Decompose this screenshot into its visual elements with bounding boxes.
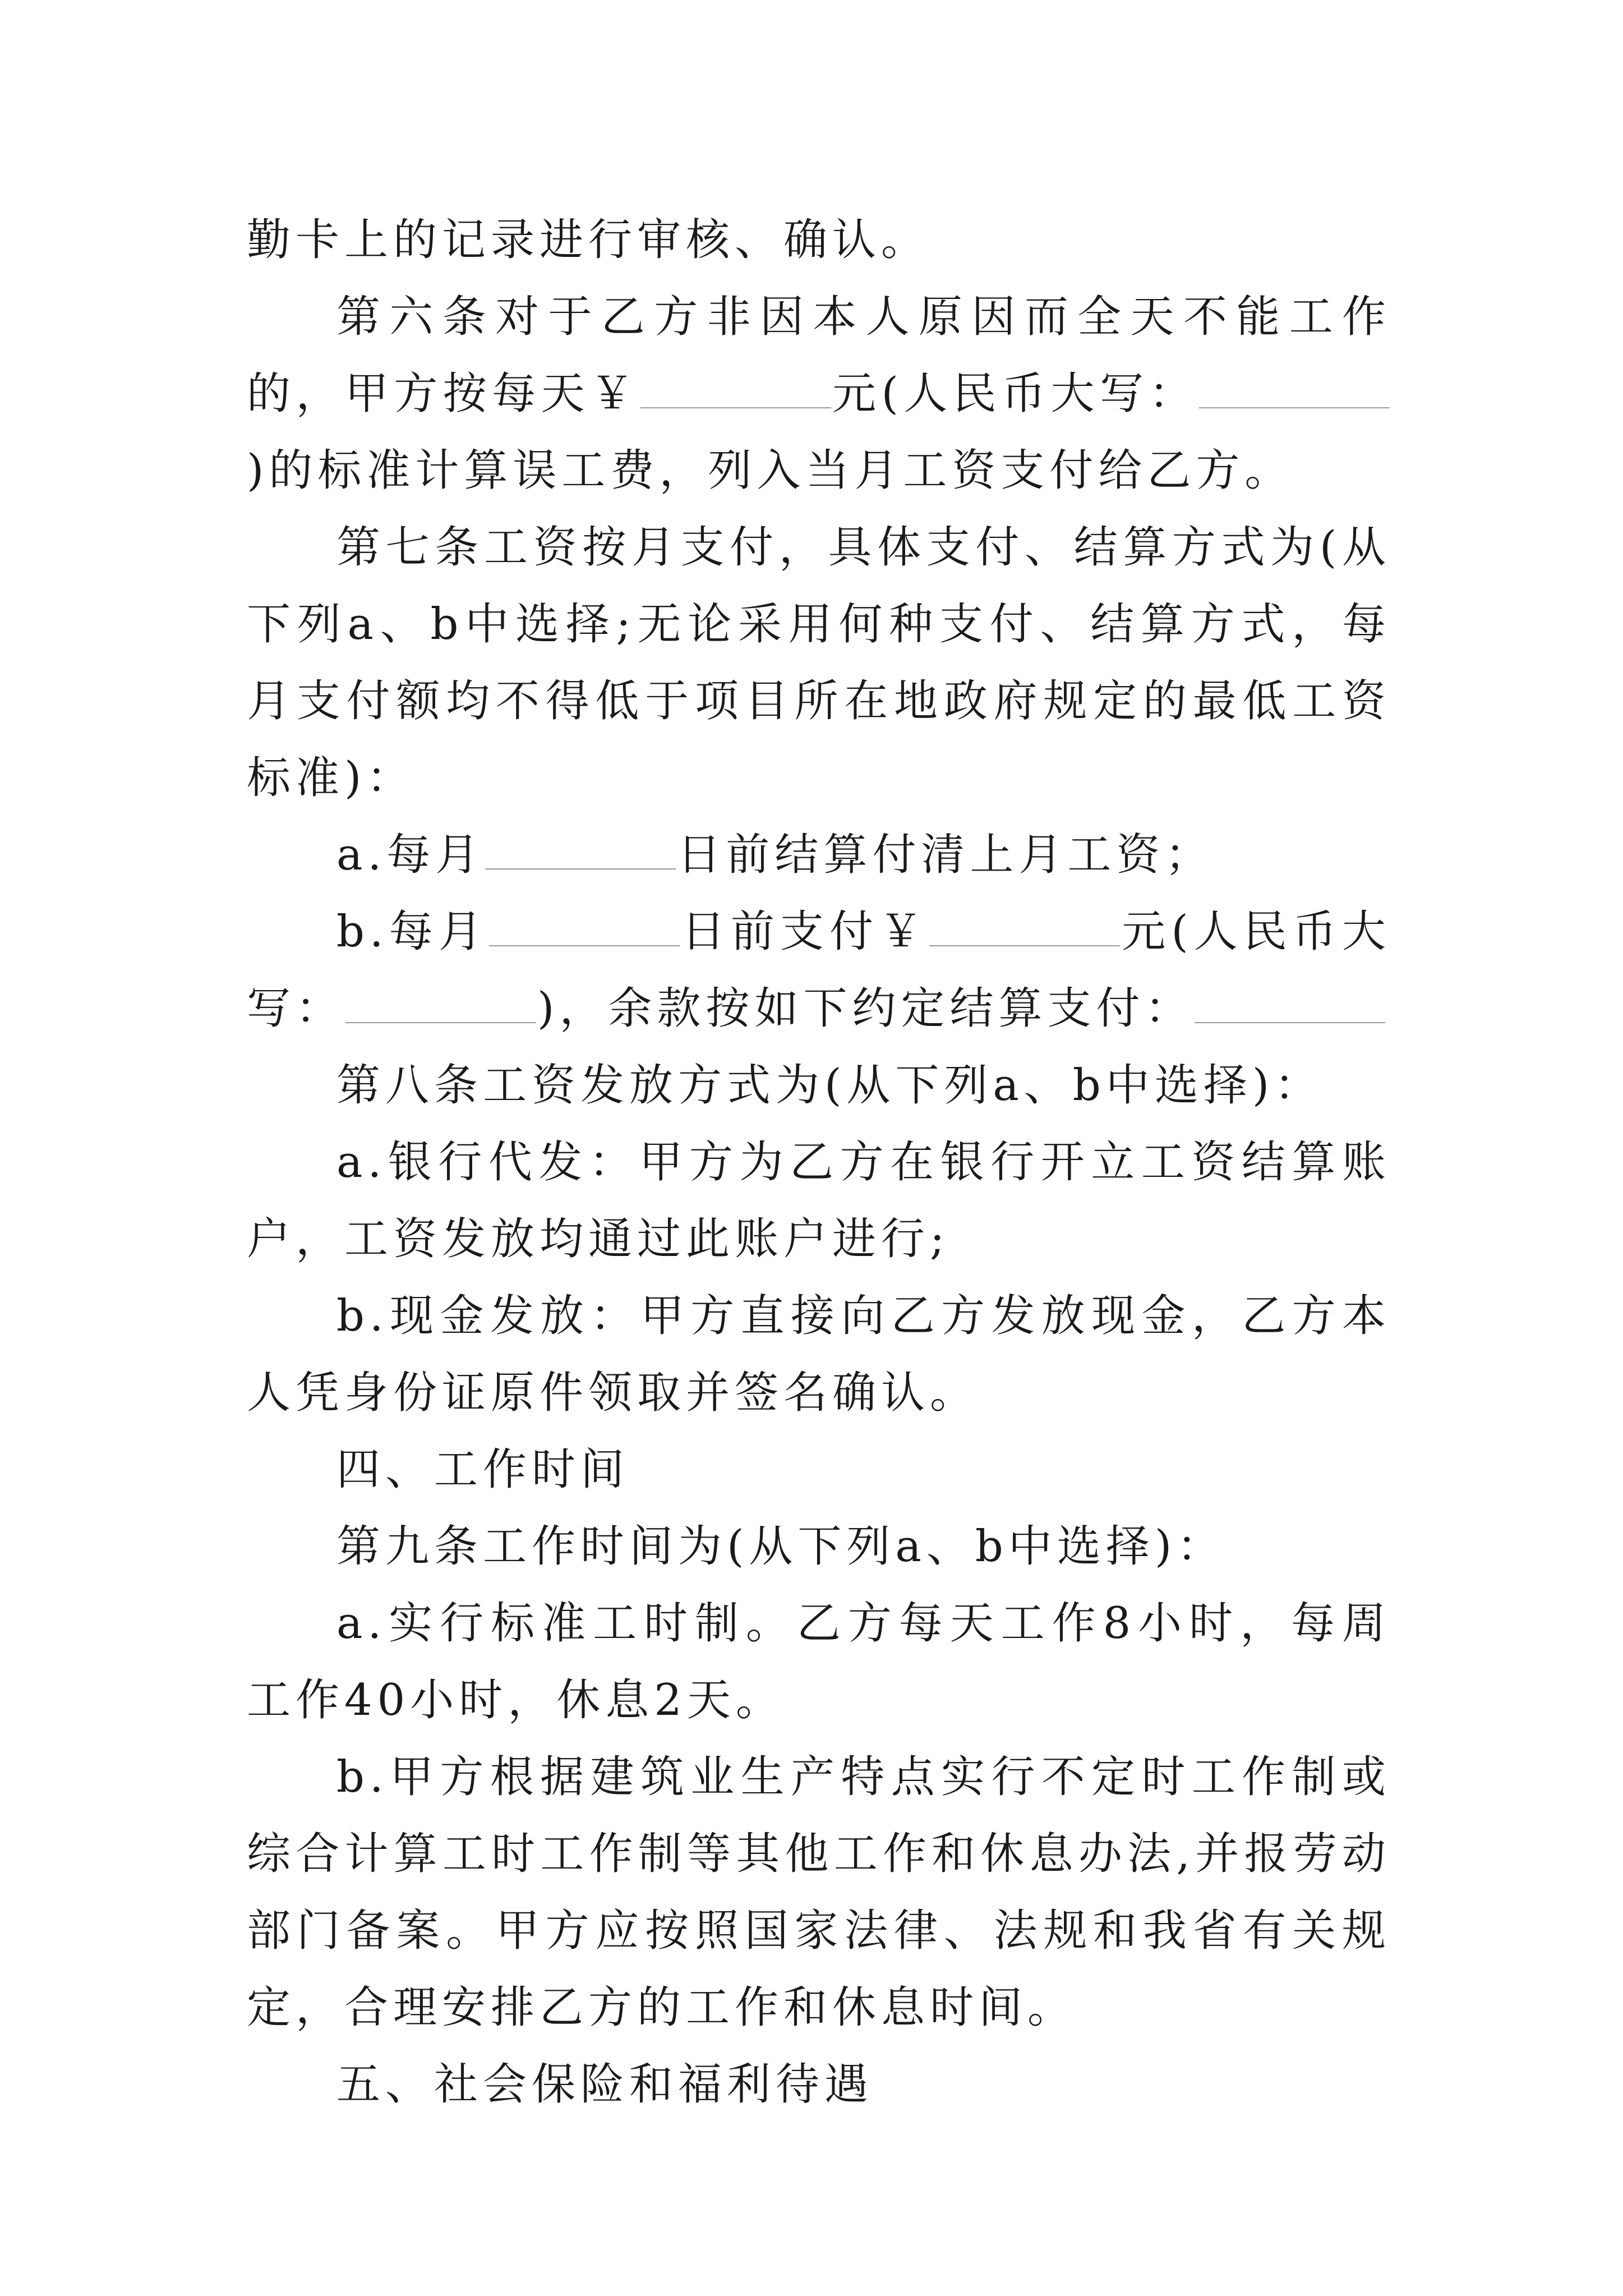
- paragraph-text: a.银行代发：甲方为乙方在银行开立工资结算账户，工资发放均通过此账户进行;: [247, 1137, 1391, 1264]
- paragraph-article-9: [247, 1508, 1391, 1585]
- section-heading-social-insurance: [247, 2046, 1391, 2123]
- fill-blank-pay-amount-words[interactable]: [345, 978, 536, 1023]
- paragraph-attendance-review: [247, 202, 1391, 279]
- paragraph-text: 第七条工资按月支付，具体支付、结算方式为(从下列a、b中选择;无论采用何种支付、结算方式，每月支付额均不得低于项目所在地政府规定的最低工资标准)：: [247, 522, 1391, 803]
- fill-blank-pay-day[interactable]: [489, 901, 680, 946]
- heading-text: 五、社会保险和福利待遇: [336, 2059, 874, 2110]
- document-body: [247, 202, 1391, 2123]
- paragraph-text: b.现金发放：甲方直接向乙方发放现金，乙方本人凭身份证原件领取并签名确认。: [247, 1291, 1391, 1418]
- paragraph-article-8: [247, 1047, 1391, 1124]
- heading-text: 四、工作时间: [336, 1444, 630, 1495]
- section-heading-working-hours: [247, 1432, 1391, 1508]
- fill-blank-daily-amount-words[interactable]: [1199, 364, 1390, 408]
- fill-blank-pay-amount[interactable]: [929, 901, 1120, 946]
- paragraph-text: b.甲方根据建筑业生产特点实行不定时工作制或综合计算工时工作制等其他工作和休息办法,并报劳动部门备案。甲方应按照国家法律、法规和我省有关规定，合理安排乙方的工作和休息时间。: [247, 1752, 1391, 2033]
- paragraph-article-7: [247, 509, 1391, 817]
- paragraph-text: 第九条工作时间为(从下列a、b中选择)：: [336, 1521, 1226, 1572]
- paragraph-article-7-option-b: [247, 894, 1391, 1047]
- paragraph-text: )的标准计算误工费，列入当月工资支付给乙方。: [247, 445, 1294, 496]
- paragraph-text: 日前支付￥: [680, 907, 929, 957]
- paragraph-text: b.每月: [336, 907, 488, 957]
- paragraph-article-9-option-b: [247, 1739, 1391, 2046]
- paragraph-text: a.每月: [336, 830, 485, 880]
- paragraph-article-6: [247, 279, 1391, 509]
- fill-blank-balance-terms[interactable]: [1195, 978, 1385, 1023]
- paragraph-text: 第六条对于乙方非因本人原因而全天不能工作的，甲方按每天￥: [247, 292, 1391, 419]
- paragraph-article-8-option-a: [247, 1124, 1391, 1278]
- paragraph-text: )，余款按如下约定结算支付：: [537, 983, 1194, 1034]
- paragraph-text: a.实行标准工时制。乙方每天工作8小时，每周工作40小时，休息2天。: [247, 1598, 1391, 1726]
- fill-blank-settle-day[interactable]: [485, 825, 676, 869]
- paragraph-article-7-option-a: [247, 817, 1391, 894]
- paragraph-text: 第八条工资发放方式为(从下列a、b中选择)：: [336, 1060, 1324, 1111]
- paragraph-article-8-option-b: [247, 1278, 1391, 1432]
- paragraph-article-9-option-a: [247, 1585, 1391, 1739]
- fill-blank-daily-amount[interactable]: [640, 364, 831, 408]
- paragraph-text: 元(人民币大写：: [247, 907, 1391, 1034]
- paragraph-text: 元(人民币大写：: [832, 369, 1198, 419]
- paragraph-text: 勤卡上的记录进行审核、确认。: [247, 215, 930, 265]
- paragraph-text: 日前结算付清上月工资；: [677, 830, 1214, 880]
